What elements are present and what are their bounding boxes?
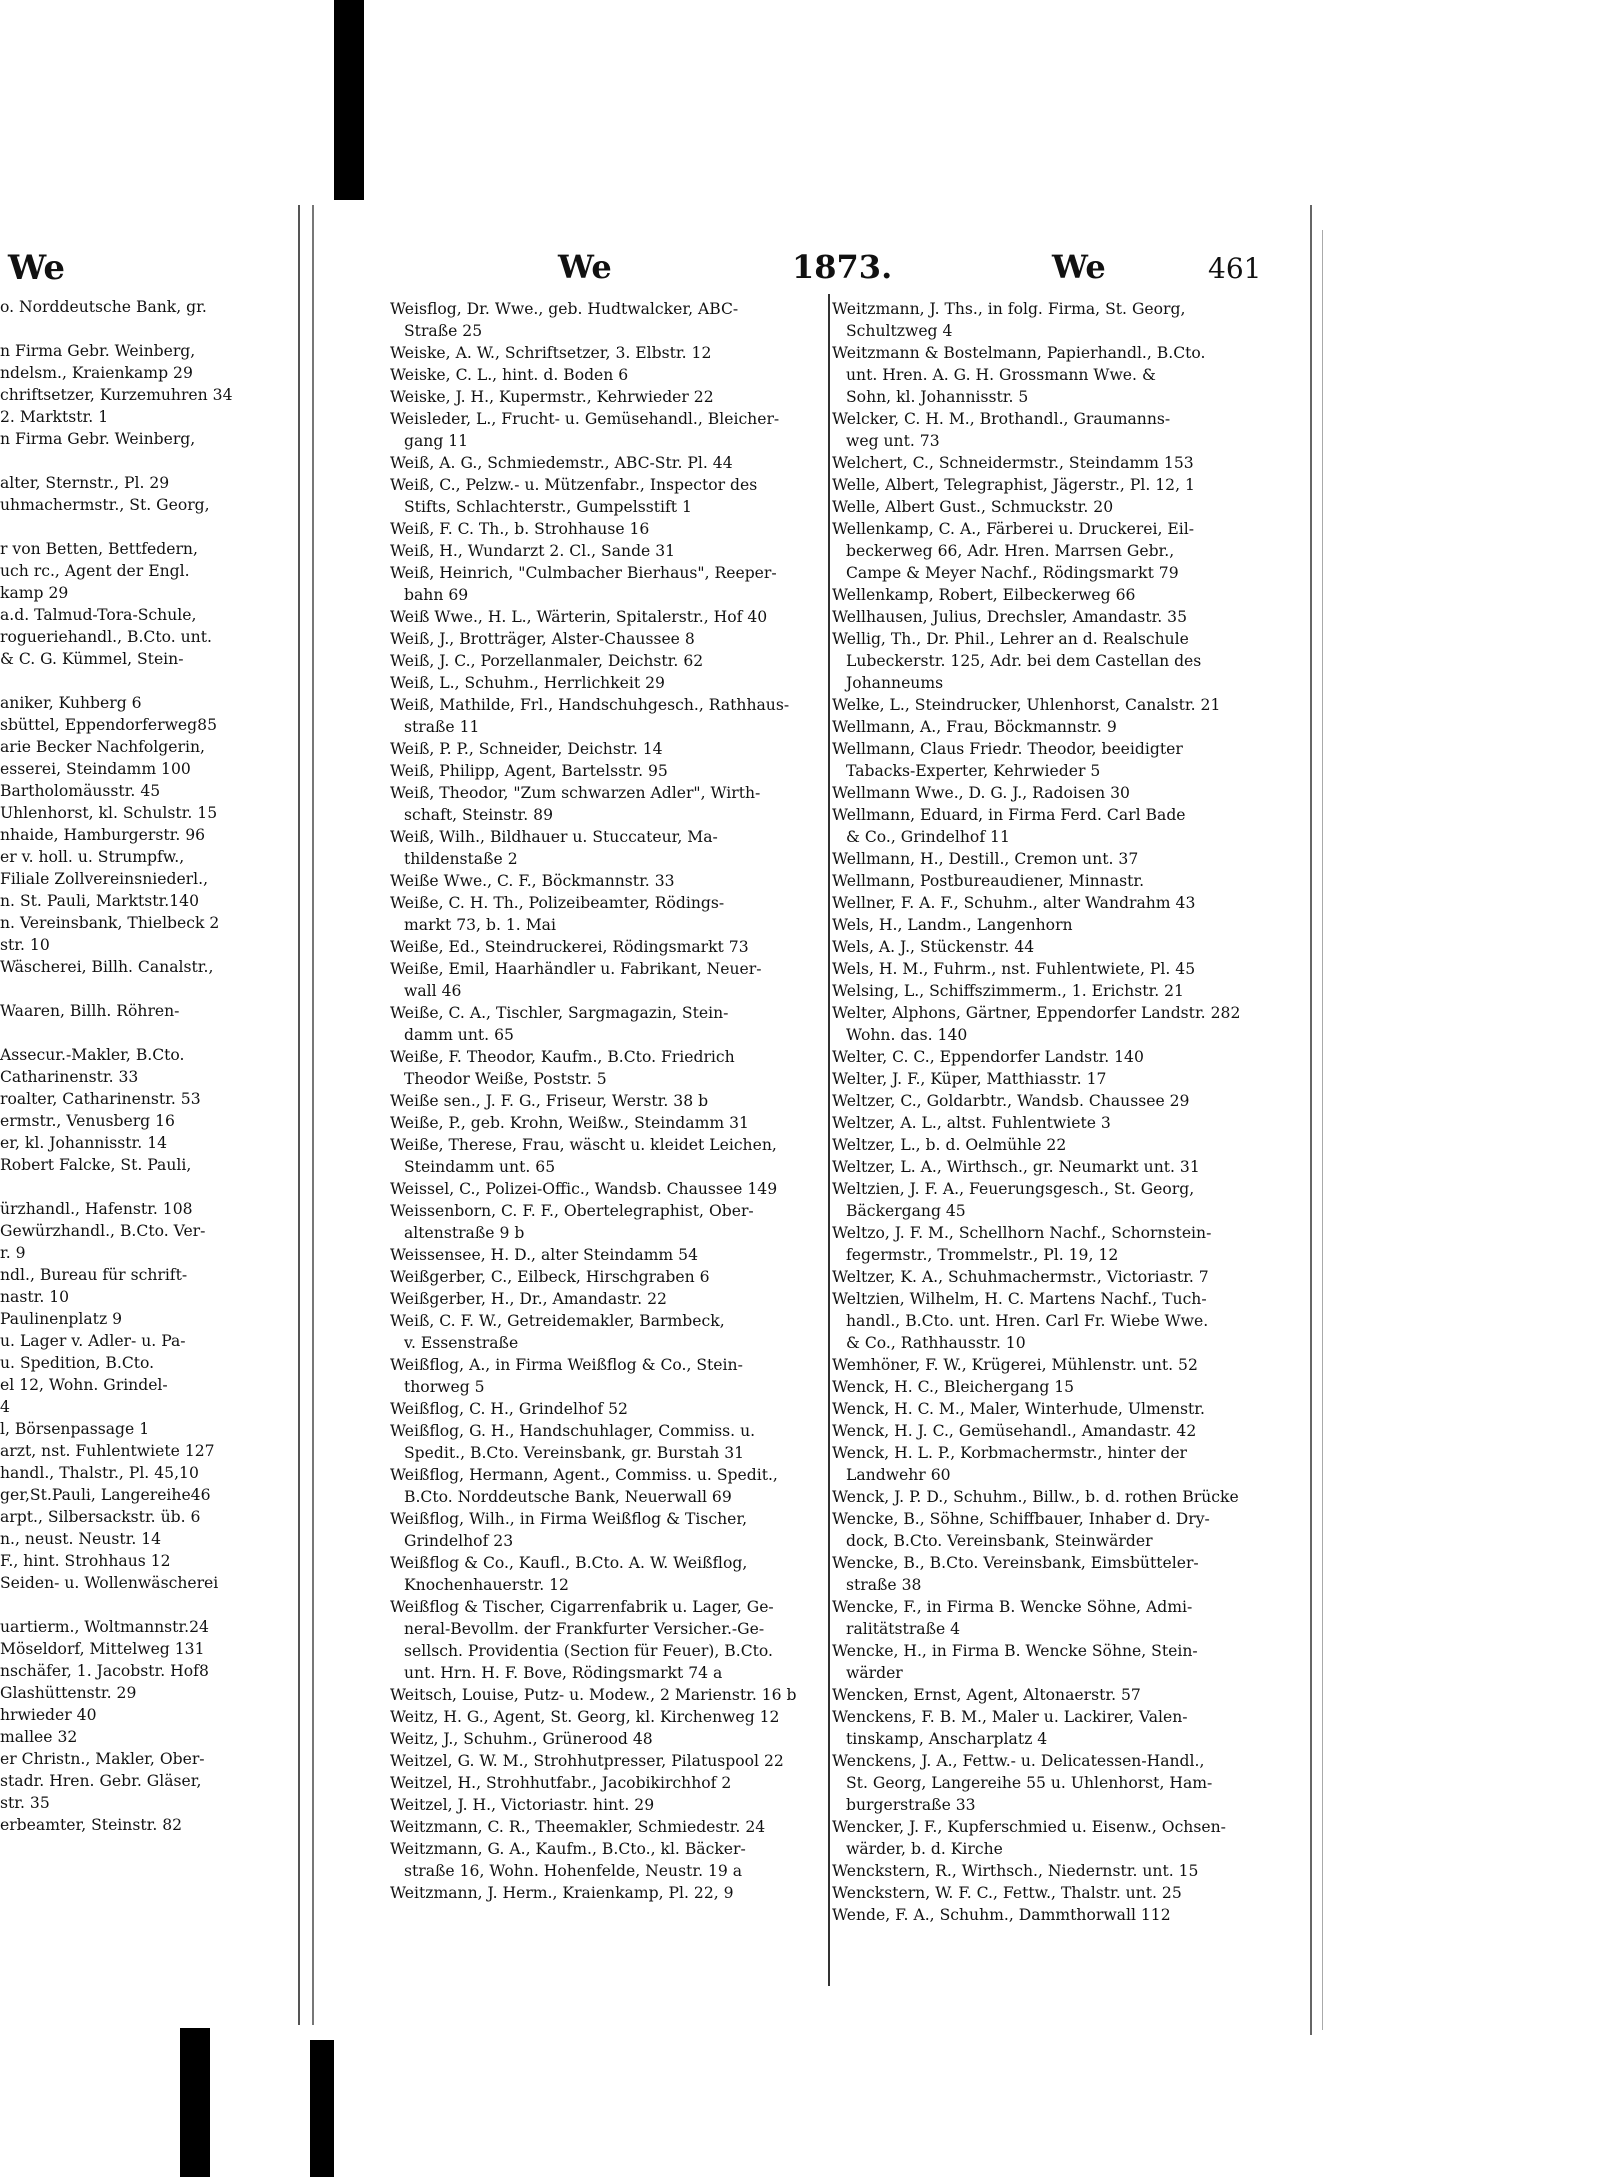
directory-entry-line: Welter, Alphons, Gärtner, Eppendorfer Landstr. 282 [832, 1004, 1241, 1022]
directory-entry-line [0, 450, 296, 472]
directory-entry-line: Stifts, Schlachterstr., Gumpelsstift 1 [404, 498, 692, 516]
directory-entry-line: Wende, F. A., Schuhm., Dammthorwall 112 [832, 1906, 1171, 1924]
directory-entry-line [0, 978, 296, 1000]
directory-column-1 [390, 298, 800, 1904]
directory-entry-line: Weltzien, J. F. A., Feuerungsgesch., St. Georg, [832, 1180, 1195, 1198]
directory-entry-line: stadr. Hren. Gebr. Gläser, [0, 1772, 202, 1790]
directory-entry-line: handl., B.Cto. unt. Hren. Carl Fr. Wiebe Wwe. [846, 1312, 1209, 1330]
directory-entry-line: straße 16, Wohn. Hohenfelde, Neustr. 19 a [404, 1862, 743, 1880]
directory-entry-line: & Co., Rathhausstr. 10 [846, 1334, 1026, 1352]
directory-entry-line: o. Norddeutsche Bank, gr. [0, 298, 207, 316]
directory-entry-line: Weißflog & Co., Kaufl., B.Cto. A. W. Weißflog, [390, 1554, 748, 1572]
directory-entry-line: Weiske, C. L., hint. d. Boden 6 [390, 366, 629, 384]
directory-entry-line: arzt, nst. Fuhlentwiete 127 [0, 1442, 215, 1460]
gutter-line-right [312, 205, 314, 2025]
directory-entry-line: Weiße, Ed., Steindruckerei, Rödingsmarkt 73 [390, 938, 749, 956]
directory-entry-line: Weiß Wwe., H. L., Wärterin, Spitalerstr., Hof 40 [390, 608, 768, 626]
directory-entry-line: Wenckens, J. A., Fettw.- u. Delicatessen-Handl., [832, 1752, 1205, 1770]
directory-entry-line: Weißgerber, H., Dr., Amandastr. 22 [390, 1290, 667, 1308]
directory-entry-line: u. Lager v. Adler- u. Pa- [0, 1332, 186, 1350]
directory-entry-line: sbüttel, Eppendorferweg85 [0, 716, 217, 734]
directory-entry-line: unt. Hrn. H. F. Bove, Rödingsmarkt 74 a [404, 1664, 723, 1682]
directory-entry-line: nhaide, Hamburgerstr. 96 [0, 826, 206, 844]
directory-entry-line: thildenstaße 2 [404, 850, 518, 868]
directory-entry-line: & Co., Grindelhof 11 [846, 828, 1010, 846]
directory-entry-line: v. Essenstraße [404, 1334, 519, 1352]
directory-entry-line: Weltzer, L., b. d. Oelmühle 22 [832, 1136, 1067, 1154]
directory-entry-line: Wencke, H., in Firma B. Wencke Söhne, Stein- [832, 1642, 1198, 1660]
directory-entry-line [0, 318, 296, 340]
directory-entry-line: Weißflog, C. H., Grindelhof 52 [390, 1400, 628, 1418]
left-page-header: We [8, 250, 66, 288]
directory-entry-line: Weiske, J. H., Kupermstr., Kehrwieder 22 [390, 388, 714, 406]
directory-entry-line: B.Cto. Norddeutsche Bank, Neuerwall 69 [404, 1488, 732, 1506]
directory-entry-line: Wels, H. M., Fuhrm., nst. Fuhlentwiete, Pl. 45 [832, 960, 1196, 978]
directory-entry-line: erbeamter, Steinstr. 82 [0, 1816, 183, 1834]
directory-entry-line: Weitzel, J. H., Victoriastr. hint. 29 [390, 1796, 655, 1814]
directory-entry-line: Wenck, H. J. C., Gemüsehandl., Amandastr. 42 [832, 1422, 1197, 1440]
directory-entry-line: Wellig, Th., Dr. Phil., Lehrer an d. Realschule [832, 630, 1189, 648]
directory-entry-line: Wellmann, Eduard, in Firma Ferd. Carl Bade [832, 806, 1186, 824]
directory-entry-line: ndl., Bureau für schrift- [0, 1266, 188, 1284]
directory-entry-line: Wenck, H. L. P., Korbmachermstr., hinter der [832, 1444, 1188, 1462]
directory-entry-line: Welter, J. F., Küper, Matthiasstr. 17 [832, 1070, 1107, 1088]
directory-entry-line: F., hint. Strohhaus 12 [0, 1552, 171, 1570]
directory-entry-line: l, Börsenpassage 1 [0, 1420, 150, 1438]
directory-entry-line: Weiß, F. C. Th., b. Strohhause 16 [390, 520, 650, 538]
directory-entry-line: nschäfer, 1. Jacobstr. Hof8 [0, 1662, 209, 1680]
directory-entry-line: a.d. Talmud-Tora-Schule, [0, 606, 197, 624]
directory-entry-line: 2. Marktstr. 1 [0, 408, 109, 426]
directory-entry-line: Weiße, F. Theodor, Kaufm., B.Cto. Friedrich [390, 1048, 735, 1066]
directory-entry-line: & C. G. Kümmel, Stein- [0, 650, 184, 668]
directory-entry-line: Weitzmann, C. R., Theemakler, Schmiedestr. 24 [390, 1818, 766, 1836]
directory-entry-line: weg unt. 73 [846, 432, 940, 450]
directory-entry-line: unt. Hren. A. G. H. Grossmann Wwe. & [846, 366, 1156, 384]
directory-entry-line: Tabacks-Experter, Kehrwieder 5 [846, 762, 1101, 780]
directory-entry-line: Weisflog, Dr. Wwe., geb. Hudtwalcker, ABC- [390, 300, 739, 318]
directory-entry-line: Weiße, P., geb. Krohn, Weißw., Steindamm 31 [390, 1114, 749, 1132]
directory-entry-line: Weißflog, G. H., Handschuhlager, Commiss. u. [390, 1422, 756, 1440]
directory-entry-line: ndelsm., Kraienkamp 29 [0, 364, 193, 382]
directory-entry-line: St. Georg, Langereihe 55 u. Uhlenhorst, Ham- [846, 1774, 1213, 1792]
directory-entry-line: Waaren, Billh. Röhren- [0, 1002, 180, 1020]
directory-entry-line: Weiß, Theodor, "Zum schwarzen Adler", Wirth- [390, 784, 761, 802]
directory-entry-line: Möseldorf, Mittelweg 131 [0, 1640, 205, 1658]
directory-entry-line: Wellenkamp, C. A., Färberei u. Druckerei, Eil- [832, 520, 1195, 538]
directory-entry-line: Weitzmann, J. Ths., in folg. Firma, St. Georg, [832, 300, 1186, 318]
header-right-letters: We [1052, 248, 1106, 286]
directory-entry-line: Campe & Meyer Nachf., Rödingsmarkt 79 [846, 564, 1179, 582]
page-edge-right-shadow [1322, 230, 1323, 2030]
directory-entry-line: Weiß, H., Wundarzt 2. Cl., Sande 31 [390, 542, 676, 560]
directory-entry-line: burgerstraße 33 [846, 1796, 976, 1814]
directory-entry-line: el 12, Wohn. Grindel- [0, 1376, 168, 1394]
binding-spine-top [334, 0, 364, 200]
directory-entry-line: Bäckergang 45 [846, 1202, 966, 1220]
directory-entry-line: ürzhandl., Hafenstr. 108 [0, 1200, 193, 1218]
directory-entry-line: Weitz, J., Schuhm., Grünerood 48 [390, 1730, 653, 1748]
directory-entry-line: gang 11 [404, 432, 469, 450]
directory-entry-line: er Christn., Makler, Ober- [0, 1750, 205, 1768]
directory-entry-line: Wenckstern, W. F. C., Fettw., Thalstr. unt. 25 [832, 1884, 1182, 1902]
directory-entry-line: n. Vereinsbank, Thielbeck 2 [0, 914, 220, 932]
directory-entry-line: Weiße Wwe., C. F., Böckmannstr. 33 [390, 872, 675, 890]
directory-entry-line: Weiß, J. C., Porzellanmaler, Deichstr. 62 [390, 652, 704, 670]
directory-entry-line: Weiß, C., Pelzw.- u. Mützenfabr., Inspector des [390, 476, 758, 494]
directory-entry-line: Knochenhauerstr. 12 [404, 1576, 569, 1594]
right-page [340, 250, 1280, 2030]
directory-entry-line: Wellmann, H., Destill., Cremon unt. 37 [832, 850, 1139, 868]
directory-entry-line: Weiße, Emil, Haarhändler u. Fabrikant, Neuer- [390, 960, 762, 978]
directory-entry-line: Weiske, A. W., Schriftsetzer, 3. Elbstr. 12 [390, 344, 712, 362]
directory-entry-line: wärder [846, 1664, 903, 1682]
directory-entry-line: Wenck, H. C. M., Maler, Winterhude, Ulmenstr. [832, 1400, 1205, 1418]
directory-entry-line: Robert Falcke, St. Pauli, [0, 1156, 192, 1174]
directory-entry-line: Wencken, Ernst, Agent, Altonaerstr. 57 [832, 1686, 1141, 1704]
directory-entry-line: Wäscherei, Billh. Canalstr., [0, 958, 214, 976]
directory-entry-line: fegermstr., Trommelstr., Pl. 19, 12 [846, 1246, 1119, 1264]
directory-entry-line: Sohn, kl. Johannisstr. 5 [846, 388, 1029, 406]
header-year: 1873. [792, 248, 893, 286]
directory-entry-line: Weltzer, A. L., altst. Fuhlentwiete 3 [832, 1114, 1111, 1132]
directory-entry-line: Seiden- u. Wollenwäscherei [0, 1574, 219, 1592]
directory-entry-line: Welcker, C. H. M., Brothandl., Graumanns- [832, 410, 1171, 428]
directory-entry-line: Wencke, F., in Firma B. Wencke Söhne, Admi- [832, 1598, 1193, 1616]
binding-spine-bottom-right [310, 2040, 334, 2177]
directory-entry-line: er v. holl. u. Strumpfw., [0, 848, 185, 866]
directory-entry-line: Wellenkamp, Robert, Eilbeckerweg 66 [832, 586, 1136, 604]
directory-entry-line: Bartholomäusstr. 45 [0, 782, 161, 800]
directory-entry-line: neral-Bevollm. der Frankfurter Versicher.-Ge- [404, 1620, 765, 1638]
directory-entry-line: Grindelhof 23 [404, 1532, 514, 1550]
directory-entry-line: arpt., Silbersackstr. üb. 6 [0, 1508, 201, 1526]
directory-entry-line: uch rc., Agent der Engl. [0, 562, 190, 580]
directory-entry-line: Wellmann Wwe., D. G. J., Radoisen 30 [832, 784, 1130, 802]
directory-entry-line: wärder, b. d. Kirche [846, 1840, 1003, 1858]
directory-entry-line: Wellmann, A., Frau, Böckmannstr. 9 [832, 718, 1117, 736]
directory-entry-line: uartierm., Woltmannstr.24 [0, 1618, 209, 1636]
directory-entry-line: Straße 25 [404, 322, 483, 340]
directory-entry-line: alter, Sternstr., Pl. 29 [0, 474, 170, 492]
header-left-letters: We [558, 248, 612, 286]
directory-entry-line: sellsch. Providentia (Section für Feuer), B.Cto. [404, 1642, 773, 1660]
directory-entry-line: ermstr., Venusberg 16 [0, 1112, 175, 1130]
directory-entry-line: Wencker, J. F., Kupferschmied u. Eisenw., Ochsen- [832, 1818, 1226, 1836]
directory-entry-line: Catharinenstr. 33 [0, 1068, 139, 1086]
directory-entry-line: dock, B.Cto. Vereinsbank, Steinwärder [846, 1532, 1153, 1550]
directory-entry-line: Theodor Weiße, Poststr. 5 [404, 1070, 607, 1088]
page-number: 461 [1208, 252, 1262, 285]
directory-entry-line: Weiß, P. P., Schneider, Deichstr. 14 [390, 740, 663, 758]
directory-entry-line: Weltzien, Wilhelm, H. C. Martens Nachf., Tuch- [832, 1290, 1207, 1308]
directory-entry-line: Wencke, B., Söhne, Schiffbauer, Inhaber d. Dry- [832, 1510, 1210, 1528]
directory-entry-line: Weiße, C. H. Th., Polizeibeamter, Rödings- [390, 894, 725, 912]
directory-entry-line: Weissensee, H. D., alter Steindamm 54 [390, 1246, 698, 1264]
directory-entry-line: arie Becker Nachfolgerin, [0, 738, 205, 756]
directory-entry-line: n. St. Pauli, Marktstr.140 [0, 892, 200, 910]
directory-entry-line: damm unt. 65 [404, 1026, 514, 1044]
directory-entry-line: Wenck, J. P. D., Schuhm., Billw., b. d. rothen Brücke [832, 1488, 1239, 1506]
directory-entry-line: r. 9 [0, 1244, 26, 1262]
directory-entry-line: Weitsch, Louise, Putz- u. Modew., 2 Marienstr. 16 b [390, 1686, 797, 1704]
directory-entry-line: Weitzmann, J. Herm., Kraienkamp, Pl. 22, 9 [390, 1884, 734, 1902]
directory-entry-line: Weißflog, A., in Firma Weißflog & Co., Stein- [390, 1356, 743, 1374]
directory-entry-line: straße 11 [404, 718, 480, 736]
directory-entry-line: Johanneums [846, 674, 944, 692]
directory-entry-line: Wenck, H. C., Bleichergang 15 [832, 1378, 1075, 1396]
directory-entry-line: r von Betten, Bettfedern, [0, 540, 198, 558]
directory-entry-line: Weißgerber, C., Eilbeck, Hirschgraben 6 [390, 1268, 710, 1286]
directory-entry-line: Wellmann, Postbureaudiener, Minnastr. [832, 872, 1145, 890]
directory-entry-line: altenstraße 9 b [404, 1224, 525, 1242]
left-page-fragment [0, 250, 296, 2030]
directory-entry-line: ralitätstraße 4 [846, 1620, 961, 1638]
directory-entry-line: Schultzweg 4 [846, 322, 953, 340]
directory-entry-line: Weitzel, G. W. M., Strohhutpresser, Pilatuspool 22 [390, 1752, 784, 1770]
directory-entry-line: rogueriehandl., B.Cto. unt. [0, 628, 212, 646]
directory-entry-line: chriftsetzer, Kurzemuhren 34 [0, 386, 233, 404]
directory-entry-line: Weiß, A. G., Schmiedemstr., ABC-Str. Pl. 44 [390, 454, 733, 472]
directory-entry-line: Welchert, C., Schneidermstr., Steindamm 153 [832, 454, 1194, 472]
directory-entry-line: Glashüttenstr. 29 [0, 1684, 137, 1702]
directory-entry-line: Wels, A. J., Stückenstr. 44 [832, 938, 1035, 956]
directory-entry-line: Assecur.-Makler, B.Cto. [0, 1046, 185, 1064]
directory-entry-line: esserei, Steindamm 100 [0, 760, 191, 778]
directory-entry-line: Wels, H., Landm., Langenhorn [832, 916, 1073, 934]
directory-entry-line: Weiß, C. F. W., Getreidemakler, Barmbeck, [390, 1312, 725, 1330]
directory-entry-line: 4 [0, 1398, 10, 1416]
directory-entry-line: er, kl. Johannisstr. 14 [0, 1134, 168, 1152]
directory-entry-line [0, 1176, 296, 1198]
directory-entry-line: Spedit., B.Cto. Vereinsbank, gr. Burstah 31 [404, 1444, 745, 1462]
binding-spine-bottom [180, 2028, 210, 2177]
directory-entry-line: Weisleder, L., Frucht- u. Gemüsehandl., Bleicher- [390, 410, 780, 428]
directory-entry-line: Wenckstern, R., Wirthsch., Niedernstr. unt. 15 [832, 1862, 1199, 1880]
directory-entry-line: Wohn. das. 140 [846, 1026, 968, 1044]
directory-entry-line [0, 670, 296, 692]
directory-column-2 [832, 298, 1250, 1926]
directory-entry-line: Weitz, H. G., Agent, St. Georg, kl. Kirchenweg 12 [390, 1708, 780, 1726]
directory-entry-line: Wellhausen, Julius, Drechsler, Amandastr. 35 [832, 608, 1188, 626]
directory-entry-line: ger,St.Pauli, Langereihe46 [0, 1486, 211, 1504]
directory-entry-line: schaft, Steinstr. 89 [404, 806, 554, 824]
gutter-line-left [298, 205, 300, 2025]
directory-entry-line: Weltzo, J. F. M., Schellhorn Nachf., Schornstein- [832, 1224, 1212, 1242]
directory-entry-line: n., neust. Neustr. 14 [0, 1530, 162, 1548]
directory-entry-line: aniker, Kuhberg 6 [0, 694, 142, 712]
directory-entry-line: Weltzer, K. A., Schuhmachermstr., Victoriastr. 7 [832, 1268, 1209, 1286]
directory-entry-line: Paulinenplatz 9 [0, 1310, 123, 1328]
directory-entry-line: n Firma Gebr. Weinberg, [0, 342, 196, 360]
directory-entry-line: Weiße, C. A., Tischler, Sargmagazin, Stein- [390, 1004, 729, 1022]
left-page-body [0, 296, 296, 1836]
directory-entry-line: u. Spedition, B.Cto. [0, 1354, 155, 1372]
directory-entry-line: Weissel, C., Polizei-Offic., Wandsb. Chaussee 149 [390, 1180, 778, 1198]
directory-entry-line: Welle, Albert, Telegraphist, Jägerstr., Pl. 12, 1 [832, 476, 1195, 494]
directory-entry-line: roalter, Catharinenstr. 53 [0, 1090, 201, 1108]
directory-entry-line: str. 35 [0, 1794, 50, 1812]
directory-entry-line: Wellner, F. A. F., Schuhm., alter Wandrahm 43 [832, 894, 1196, 912]
directory-entry-line: Steindamm unt. 65 [404, 1158, 556, 1176]
directory-entry-line: mallee 32 [0, 1728, 78, 1746]
directory-entry-line: Weiße sen., J. F. G., Friseur, Werstr. 38 b [390, 1092, 709, 1110]
directory-entry-line: Weiß, L., Schuhm., Herrlichkeit 29 [390, 674, 665, 692]
directory-entry-line: Welsing, L., Schiffszimmerm., 1. Erichstr. 21 [832, 982, 1184, 1000]
directory-entry-line: Weiß, Philipp, Agent, Bartelsstr. 95 [390, 762, 668, 780]
directory-entry-line: Landwehr 60 [846, 1466, 951, 1484]
directory-entry-line: Weitzel, H., Strohhutfabr., Jacobikirchhof 2 [390, 1774, 732, 1792]
directory-entry-line: kamp 29 [0, 584, 69, 602]
directory-entry-line: Weiße, Therese, Frau, wäscht u. kleidet Leichen, [390, 1136, 777, 1154]
directory-entry-line: Welke, L., Steindrucker, Uhlenhorst, Canalstr. 21 [832, 696, 1221, 714]
directory-entry-line: straße 38 [846, 1576, 922, 1594]
directory-entry-line: Filiale Zollvereinsniederl., [0, 870, 209, 888]
directory-entry-line: Weltzer, L. A., Wirthsch., gr. Neumarkt unt. 31 [832, 1158, 1200, 1176]
page-edge-right [1310, 205, 1312, 2035]
directory-entry-line: Weißflog, Hermann, Agent., Commiss. u. Spedit., [390, 1466, 778, 1484]
directory-entry-line: n Firma Gebr. Weinberg, [0, 430, 196, 448]
directory-entry-line: Gewürzhandl., B.Cto. Ver- [0, 1222, 206, 1240]
directory-entry-line: Wellmann, Claus Friedr. Theodor, beeidigter [832, 740, 1183, 758]
directory-entry-line [0, 516, 296, 538]
directory-entry-line: Weitzmann, G. A., Kaufm., B.Cto., kl. Bäcker- [390, 1840, 746, 1858]
directory-entry-line: Weiß, Mathilde, Frl., Handschuhgesch., Rathhaus- [390, 696, 790, 714]
directory-entry-line: Weißflog, Wilh., in Firma Weißflog & Tischer, [390, 1510, 748, 1528]
directory-entry-line: bahn 69 [404, 586, 469, 604]
directory-entry-line: beckerweg 66, Adr. Hren. Marrsen Gebr., [846, 542, 1175, 560]
column-divider [828, 294, 830, 1986]
directory-entry-line: Weiß, Wilh., Bildhauer u. Stuccateur, Ma- [390, 828, 718, 846]
directory-entry-line: Weltzer, C., Goldarbtr., Wandsb. Chaussee 29 [832, 1092, 1190, 1110]
directory-entry-line: Wencke, B., B.Cto. Vereinsbank, Eimsbütteler- [832, 1554, 1199, 1572]
directory-entry-line: wall 46 [404, 982, 462, 1000]
directory-entry-line: Wemhöner, F. W., Krügerei, Mühlenstr. unt. 52 [832, 1356, 1198, 1374]
directory-entry-line: thorweg 5 [404, 1378, 485, 1396]
directory-entry-line [0, 1594, 296, 1616]
directory-entry-line: Weißflog & Tischer, Cigarrenfabrik u. Lager, Ge- [390, 1598, 774, 1616]
directory-entry-line: markt 73, b. 1. Mai [404, 916, 556, 934]
directory-entry-line [0, 1022, 296, 1044]
directory-entry-line: tinskamp, Anscharplatz 4 [846, 1730, 1048, 1748]
directory-entry-line: Weitzmann & Bostelmann, Papierhandl., B.Cto. [832, 344, 1206, 362]
directory-entry-line: Welter, C. C., Eppendorfer Landstr. 140 [832, 1048, 1144, 1066]
directory-entry-line: str. 10 [0, 936, 50, 954]
directory-entry-line: Wenckens, F. B. M., Maler u. Lackirer, Valen- [832, 1708, 1188, 1726]
directory-entry-line: nastr. 10 [0, 1288, 70, 1306]
directory-entry-line: Welle, Albert Gust., Schmuckstr. 20 [832, 498, 1114, 516]
directory-entry-line: uhmachermstr., St. Georg, [0, 496, 210, 514]
directory-entry-line: Weiß, Heinrich, "Culmbacher Bierhaus", Reeper- [390, 564, 777, 582]
directory-entry-line: hrwieder 40 [0, 1706, 97, 1724]
directory-entry-line: Weiß, J., Brotträger, Alster-Chaussee 8 [390, 630, 695, 648]
directory-entry-line: handl., Thalstr., Pl. 45,10 [0, 1464, 199, 1482]
directory-entry-line: Lubeckerstr. 125, Adr. bei dem Castellan des [846, 652, 1202, 670]
directory-entry-line: Weissenborn, C. F. F., Obertelegraphist, Ober- [390, 1202, 754, 1220]
directory-entry-line: Uhlenhorst, kl. Schulstr. 15 [0, 804, 218, 822]
